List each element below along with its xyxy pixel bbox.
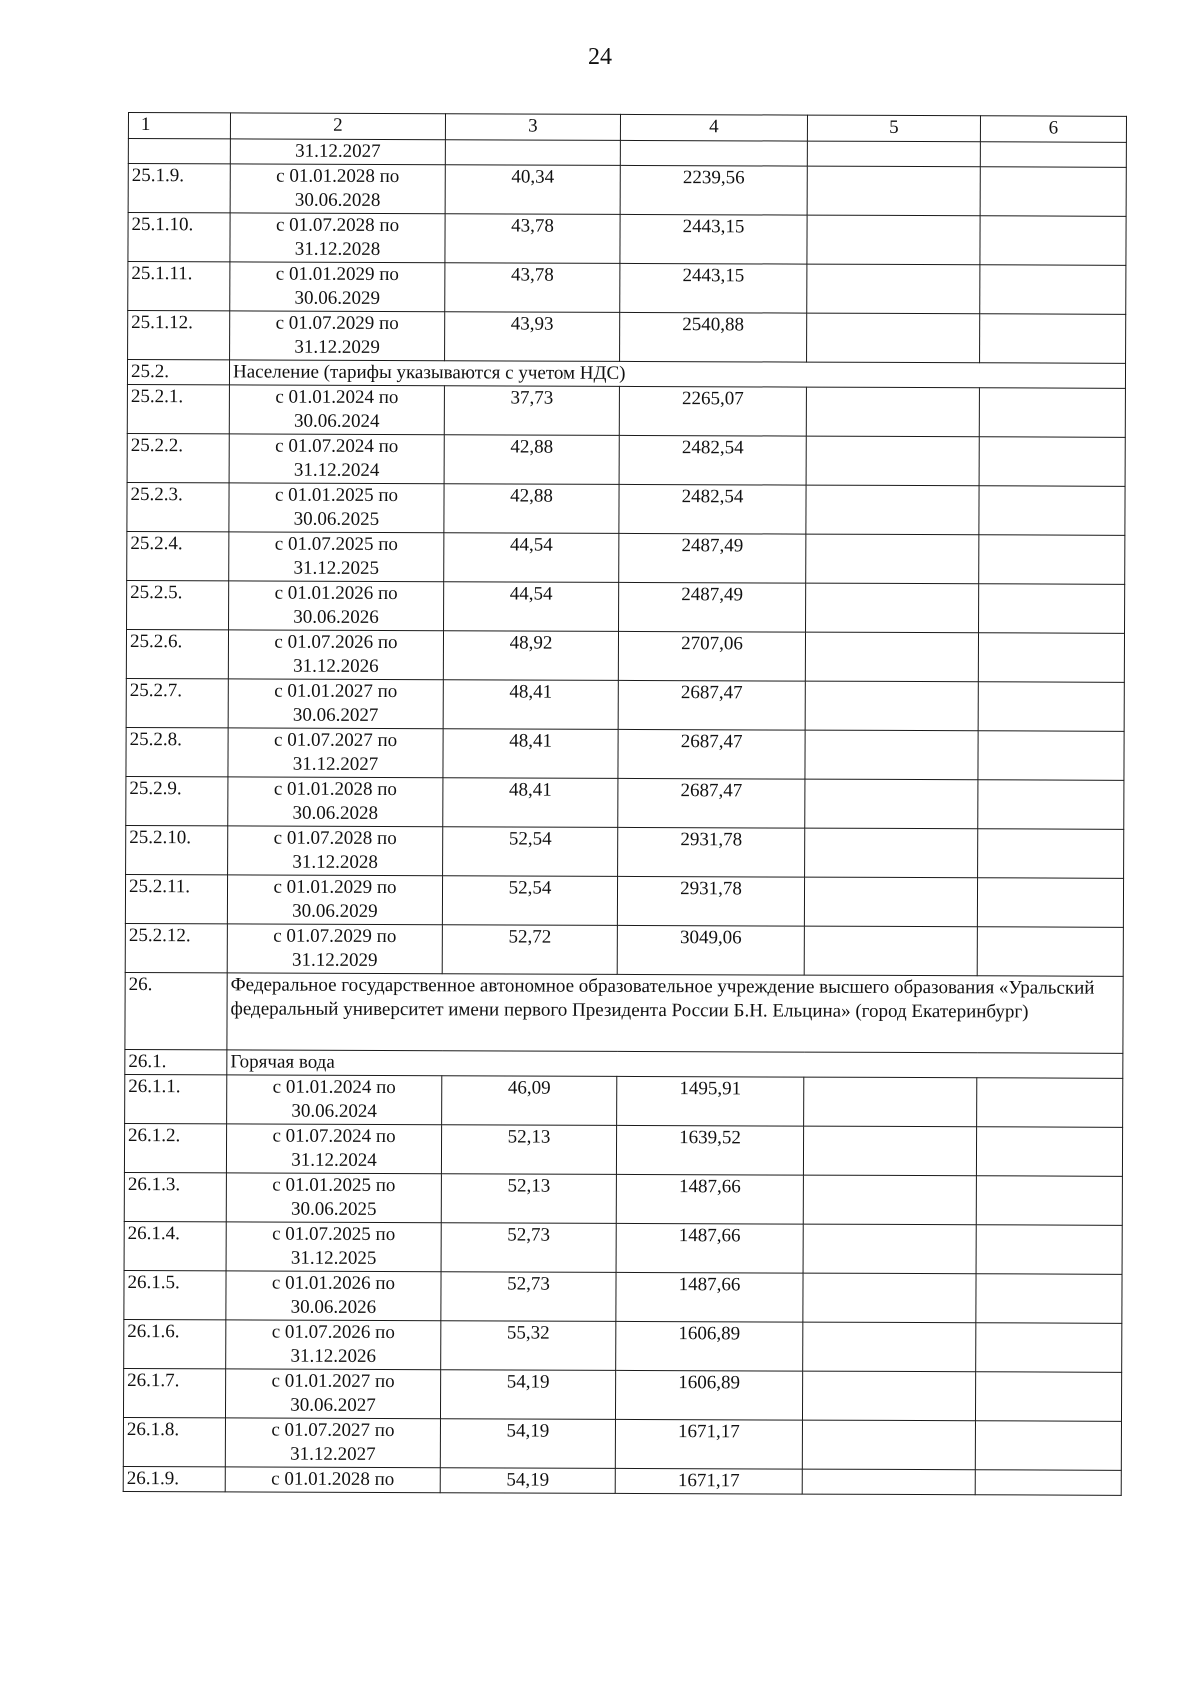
table-row xyxy=(123,1417,1121,1470)
period-end: 30.06.2025 xyxy=(290,1198,377,1220)
value-col3: 42,88 xyxy=(444,435,619,485)
value-col4: 2931,78 xyxy=(617,876,804,926)
column-number: 6 xyxy=(980,116,1126,143)
value-col3: 42,88 xyxy=(444,484,619,534)
period-cell xyxy=(226,1173,441,1223)
period-end: 31.12.2025 xyxy=(293,557,380,579)
value-col3: 52,73 xyxy=(441,1272,616,1322)
row-number: 26.1. xyxy=(125,1049,227,1074)
period-end: 31.12.2029 xyxy=(294,336,380,358)
value-col3: 43,78 xyxy=(445,263,620,313)
table-row xyxy=(124,1270,1122,1323)
empty-cell xyxy=(978,682,1124,732)
row-number: 25.2.10. xyxy=(126,825,228,874)
period-cell xyxy=(225,1418,440,1468)
organization-row xyxy=(125,972,1123,1053)
empty-cell xyxy=(802,1371,975,1421)
table-row xyxy=(124,1221,1122,1274)
period-cell xyxy=(230,164,445,214)
row-number: 26. xyxy=(125,972,227,1049)
period-start: с 01.07.2028 по xyxy=(273,827,397,850)
empty-cell xyxy=(977,1078,1123,1128)
period-start: с 01.01.2028 по xyxy=(271,1468,395,1491)
row-number: 25.2. xyxy=(127,360,229,385)
tariff-table-body xyxy=(123,113,1126,1496)
row-number: 26.1.2. xyxy=(124,1123,226,1172)
empty-cell xyxy=(806,534,979,584)
empty-cell xyxy=(980,216,1126,266)
column-number: 1 xyxy=(128,113,230,139)
value-col4: 2482,54 xyxy=(619,484,806,534)
empty-cell xyxy=(980,142,1126,168)
row-number: 26.1.6. xyxy=(124,1319,226,1368)
period-end: 31.12.2028 xyxy=(292,851,378,873)
period-cell xyxy=(229,483,444,533)
value-col4: 2482,54 xyxy=(619,435,806,485)
row-number: 26.1.8. xyxy=(123,1417,225,1466)
table-row xyxy=(124,1172,1122,1225)
value-col4: 2239,56 xyxy=(620,165,807,215)
value-cell xyxy=(620,140,807,166)
period-end: 31.12.2024 xyxy=(293,459,380,481)
period-cell xyxy=(225,1467,440,1493)
period-start: с 01.07.2029 по xyxy=(275,312,399,335)
value-col4: 2487,49 xyxy=(619,533,806,583)
value-col3: 48,41 xyxy=(443,778,618,828)
empty-cell xyxy=(978,731,1124,781)
empty-cell xyxy=(980,167,1126,217)
table-row xyxy=(126,776,1124,829)
value-col4: 2931,78 xyxy=(618,827,805,877)
value-col4: 2487,49 xyxy=(619,582,806,632)
period-start: с 01.07.2027 по xyxy=(273,729,398,752)
empty-cell xyxy=(979,535,1125,585)
value-col4: 1639,52 xyxy=(616,1125,803,1175)
period-cell xyxy=(230,262,445,312)
empty-cell xyxy=(805,828,978,878)
period-start: с 01.01.2026 по xyxy=(271,1272,396,1295)
period-start: с 01.01.2026 по xyxy=(274,582,398,605)
empty-cell xyxy=(802,1469,975,1495)
column-number: 2 xyxy=(230,113,445,140)
empty-cell xyxy=(803,1322,976,1372)
value-col3: 52,73 xyxy=(441,1223,616,1273)
section-row-title: Горячая вода xyxy=(227,1050,1123,1078)
row-number: 26.1.1. xyxy=(125,1074,227,1123)
empty-cell xyxy=(805,730,978,780)
row-number: 25.2.9. xyxy=(126,776,228,825)
empty-cell xyxy=(978,829,1124,879)
table-row xyxy=(125,874,1123,927)
period-start: с 01.01.2027 по xyxy=(274,680,398,703)
period-end: 30.06.2026 xyxy=(290,1296,377,1318)
period-end: 31.12.2029 xyxy=(291,949,378,971)
empty-cell xyxy=(805,779,978,829)
page-number: 24 xyxy=(588,44,612,70)
value-cell xyxy=(445,140,620,166)
value-col3: 52,72 xyxy=(442,925,617,975)
period-cell xyxy=(228,630,443,680)
value-col3: 44,54 xyxy=(444,582,619,632)
table-row xyxy=(126,678,1124,731)
row-number: 25.2.8. xyxy=(126,727,228,776)
value-col3: 44,54 xyxy=(444,533,619,583)
table-row xyxy=(128,311,1126,364)
value-col4: 2265,07 xyxy=(619,386,806,436)
value-col4: 2707,06 xyxy=(618,631,805,681)
period-end: 30.06.2029 xyxy=(294,287,381,309)
period-end: 30.06.2024 xyxy=(291,1100,377,1122)
period-start: с 01.01.2028 по xyxy=(273,778,397,801)
value-col4: 1671,17 xyxy=(615,1419,802,1469)
value-col4: 2443,15 xyxy=(620,263,807,313)
value-col4: 1606,89 xyxy=(615,1370,802,1420)
period-start: с 01.01.2029 по xyxy=(273,876,397,899)
empty-cell xyxy=(805,632,978,682)
empty-cell xyxy=(979,388,1125,438)
empty-cell xyxy=(976,1127,1122,1177)
period-start: с 01.07.2027 по xyxy=(271,1419,395,1442)
table-row xyxy=(123,1368,1121,1421)
empty-cell xyxy=(802,1420,975,1470)
empty-cell xyxy=(976,1323,1122,1373)
value-col4: 2443,15 xyxy=(620,214,807,264)
period-end: 30.06.2028 xyxy=(294,189,381,211)
period-end: 31.12.2026 xyxy=(293,655,379,677)
period-cell xyxy=(229,385,444,435)
empty-cell xyxy=(803,1126,976,1176)
empty-cell xyxy=(803,1224,976,1274)
period-end: 31.12.2027 xyxy=(290,1443,376,1465)
period-start: с 01.07.2028 по xyxy=(275,214,400,237)
period-start: с 01.07.2026 по xyxy=(271,1321,395,1344)
period-cell xyxy=(226,1222,441,1272)
period-cell xyxy=(229,581,444,631)
period-end: 31.12.2028 xyxy=(294,238,381,260)
row-number: 25.2.1. xyxy=(127,384,229,433)
period-end: 30.06.2025 xyxy=(293,508,380,530)
period-cell xyxy=(229,532,444,582)
row-number: 26.1.7. xyxy=(123,1368,225,1417)
table-row xyxy=(124,1319,1122,1372)
empty-cell xyxy=(980,265,1126,315)
period-cell xyxy=(230,213,445,263)
organization-row-title: Федеральное государственное автономное образовательное учреждение высшего образования «Уральский федеральный университет имени первого Президента России Б.Н. Ельцина» (город Екатеринбург) xyxy=(227,973,1123,1053)
value-col3: 43,78 xyxy=(445,214,620,264)
value-col4: 2540,88 xyxy=(620,312,807,362)
empty-cell xyxy=(807,313,980,363)
row-number: 25.2.2. xyxy=(127,433,229,482)
period-end: 31.12.2026 xyxy=(290,1345,377,1367)
row-number: 25.1.10. xyxy=(128,213,230,262)
value-col4: 1487,66 xyxy=(616,1174,803,1224)
row-number: 26.1.5. xyxy=(124,1270,226,1319)
period-start: с 01.01.2024 по xyxy=(275,386,399,409)
empty-cell xyxy=(807,215,980,265)
period-end: 30.06.2028 xyxy=(292,802,379,824)
row-number: 25.2.11. xyxy=(125,874,227,923)
table-row xyxy=(126,727,1124,780)
row-number: 25.1.12. xyxy=(128,311,230,360)
value-col3: 52,13 xyxy=(441,1174,616,1224)
period-start: с 01.07.2026 по xyxy=(274,631,398,654)
row-number xyxy=(128,139,230,164)
period-cell xyxy=(228,777,443,827)
empty-cell xyxy=(978,780,1124,830)
value-col3: 48,41 xyxy=(443,729,618,779)
period-end: 30.06.2027 xyxy=(290,1394,376,1416)
empty-cell xyxy=(980,314,1126,364)
period-cell xyxy=(227,924,442,974)
table-row xyxy=(128,213,1126,266)
value-col4: 2687,47 xyxy=(618,778,805,828)
value-col3: 52,13 xyxy=(441,1125,616,1175)
column-number: 3 xyxy=(445,114,620,141)
period-start: с 01.07.2025 по xyxy=(274,533,398,556)
value-col4: 2687,47 xyxy=(618,729,805,779)
period-cell xyxy=(228,826,443,876)
section-row-title: Население (тарифы указываются с учетом НДС) xyxy=(229,360,1125,388)
table-row xyxy=(128,262,1126,315)
value-col3: 54,19 xyxy=(440,1419,615,1469)
table-row xyxy=(126,825,1124,878)
table-row xyxy=(127,580,1125,633)
tariff-table xyxy=(123,112,1127,1496)
empty-cell xyxy=(806,387,979,437)
row-number: 25.2.4. xyxy=(127,531,229,580)
empty-cell xyxy=(804,1077,977,1127)
period-cell xyxy=(229,434,444,484)
empty-cell xyxy=(806,583,979,633)
value-col3: 46,09 xyxy=(442,1076,617,1126)
period-start: с 01.07.2024 по xyxy=(275,435,399,458)
period-start: с 01.01.2027 по xyxy=(271,1370,395,1393)
period-start: с 01.01.2025 по xyxy=(272,1174,396,1197)
table-row xyxy=(124,1123,1122,1176)
period-start: с 01.01.2025 по xyxy=(274,484,399,507)
value-col3: 40,34 xyxy=(445,165,620,215)
period-start: с 01.07.2029 по xyxy=(273,925,397,948)
empty-cell xyxy=(807,141,980,167)
section-row xyxy=(125,1049,1123,1078)
period-end: 31.12.2025 xyxy=(290,1247,377,1269)
row-number: 25.1.9. xyxy=(128,164,230,213)
section-row xyxy=(127,360,1125,389)
empty-cell xyxy=(807,166,980,216)
value-col3: 52,54 xyxy=(443,827,618,877)
value-col4: 1495,91 xyxy=(617,1076,804,1126)
row-number: 25.2.7. xyxy=(126,678,228,727)
empty-cell xyxy=(975,1470,1121,1496)
row-number: 26.1.3. xyxy=(124,1172,226,1221)
table-row xyxy=(127,433,1125,486)
value-col3: 43,93 xyxy=(445,312,620,362)
empty-cell xyxy=(976,1225,1122,1275)
empty-cell xyxy=(976,1274,1122,1324)
empty-cell xyxy=(978,633,1124,683)
value-col4: 1606,89 xyxy=(616,1321,803,1371)
table-row xyxy=(127,384,1125,437)
continuation-row xyxy=(128,139,1126,168)
value-col4: 1487,66 xyxy=(616,1272,803,1322)
empty-cell xyxy=(977,927,1123,977)
period-cell xyxy=(230,311,445,361)
row-number: 25.2.12. xyxy=(125,923,227,972)
value-col4: 1487,66 xyxy=(616,1223,803,1273)
value-col4: 3049,06 xyxy=(617,925,804,975)
row-number: 26.1.9. xyxy=(123,1466,225,1491)
empty-cell xyxy=(805,681,978,731)
table-row xyxy=(126,629,1124,682)
period-cell xyxy=(227,875,442,925)
period-end: 31.12.2024 xyxy=(291,1149,377,1171)
period-cell xyxy=(228,679,443,729)
empty-cell xyxy=(803,1175,976,1225)
period-cell: 31.12.2027 xyxy=(230,139,445,165)
period-start: с 01.01.2029 по xyxy=(275,263,399,286)
empty-cell xyxy=(979,437,1125,487)
period-cell xyxy=(227,1075,442,1125)
period-cell xyxy=(226,1320,441,1370)
column-number-row xyxy=(128,113,1126,143)
period-cell xyxy=(228,728,443,778)
row-number: 25.2.3. xyxy=(127,482,229,531)
period-start: с 01.01.2028 по xyxy=(276,165,400,188)
value-col3: 37,73 xyxy=(444,386,619,436)
period-end: 30.06.2027 xyxy=(292,704,379,726)
column-number: 5 xyxy=(807,115,980,142)
period-cell xyxy=(225,1369,440,1419)
empty-cell xyxy=(806,485,979,535)
value-col4: 1671,17 xyxy=(615,1468,802,1494)
empty-cell xyxy=(976,1176,1122,1226)
table-row xyxy=(127,482,1125,535)
empty-cell xyxy=(807,264,980,314)
period-end: 31.12.2027 xyxy=(292,753,379,775)
period-start: с 01.01.2024 по xyxy=(272,1076,396,1099)
table-row xyxy=(125,923,1123,976)
row-number: 25.1.11. xyxy=(128,262,230,311)
value-col3: 48,92 xyxy=(443,631,618,681)
empty-cell xyxy=(975,1372,1121,1422)
empty-cell xyxy=(804,877,977,927)
empty-cell xyxy=(977,878,1123,928)
value-col4: 2687,47 xyxy=(618,680,805,730)
table-row xyxy=(125,1074,1123,1127)
empty-cell xyxy=(979,584,1125,634)
period-end: 30.06.2024 xyxy=(294,410,380,432)
table-row xyxy=(128,164,1126,217)
value-col3: 48,41 xyxy=(443,680,618,730)
period-start: с 01.07.2024 по xyxy=(272,1125,396,1148)
value-col3: 52,54 xyxy=(442,876,617,926)
empty-cell xyxy=(803,1273,976,1323)
empty-cell xyxy=(806,436,979,486)
value-col3: 54,19 xyxy=(440,1468,615,1494)
row-number: 25.2.5. xyxy=(127,580,229,629)
empty-cell xyxy=(804,926,977,976)
empty-cell xyxy=(979,486,1125,536)
row-number: 26.1.4. xyxy=(124,1221,226,1270)
table-row xyxy=(123,1466,1121,1495)
table-row xyxy=(127,531,1125,584)
period-cell xyxy=(226,1271,441,1321)
value-col3: 54,19 xyxy=(440,1370,615,1420)
row-number: 25.2.6. xyxy=(126,629,228,678)
period-end: 30.06.2029 xyxy=(292,900,378,922)
period-end: 30.06.2026 xyxy=(293,606,379,628)
period-cell xyxy=(226,1124,441,1174)
period-start: с 01.07.2025 по xyxy=(272,1223,396,1246)
empty-cell xyxy=(975,1421,1121,1471)
column-number: 4 xyxy=(620,114,807,141)
value-col3: 55,32 xyxy=(441,1321,616,1371)
